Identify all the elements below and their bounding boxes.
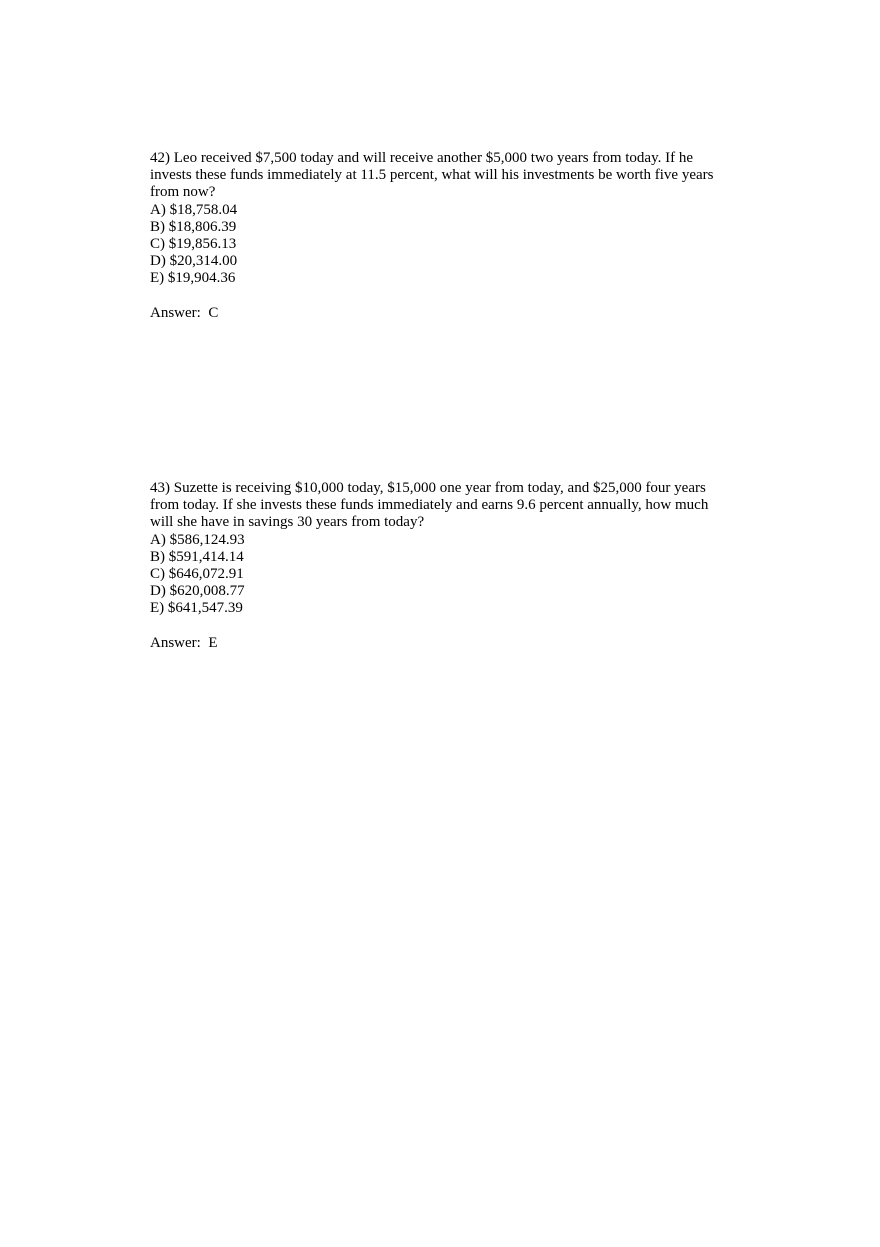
question-stem-line: 42) Leo received $7,500 today and will receive another $5,000 two years from today. If he (150, 150, 694, 166)
option-c: C) $19,856.13 (150, 236, 237, 253)
option-d: D) $620,008.77 (150, 583, 245, 600)
question-stem-line: from now? (150, 184, 216, 201)
question-stem-line: invests these funds immediately at 11.5 percent, what will his investments be worth five years (150, 167, 714, 184)
answer-key: Answer: C (150, 304, 219, 321)
question-43 (150, 480, 730, 652)
question-stem-line: from today. If she invests these funds immediately and earns 9.6 percent annually, how much (150, 497, 709, 514)
question-42 (150, 150, 730, 322)
option-a: A) $586,124.93 (150, 531, 245, 548)
question-stem (150, 480, 730, 532)
option-c: C) $646,072.91 (150, 566, 244, 583)
option-e: E) $641,547.39 (150, 600, 243, 617)
question-stem-line: will she have in savings 30 years from today? (150, 514, 425, 531)
option-e: E) $19,904.36 (150, 270, 236, 287)
answer-options (150, 202, 730, 288)
option-b: B) $591,414.14 (150, 548, 244, 565)
question-stem (150, 150, 730, 202)
option-a: A) $18,758.04 (150, 201, 238, 218)
answer-options (150, 532, 730, 618)
answer-key: Answer: E (150, 634, 218, 651)
option-d: D) $20,314.00 (150, 253, 238, 270)
question-stem-line: 43) Suzette is receiving $10,000 today, $15,000 one year from today, and $25,000 four years (150, 480, 706, 496)
option-b: B) $18,806.39 (150, 218, 237, 235)
